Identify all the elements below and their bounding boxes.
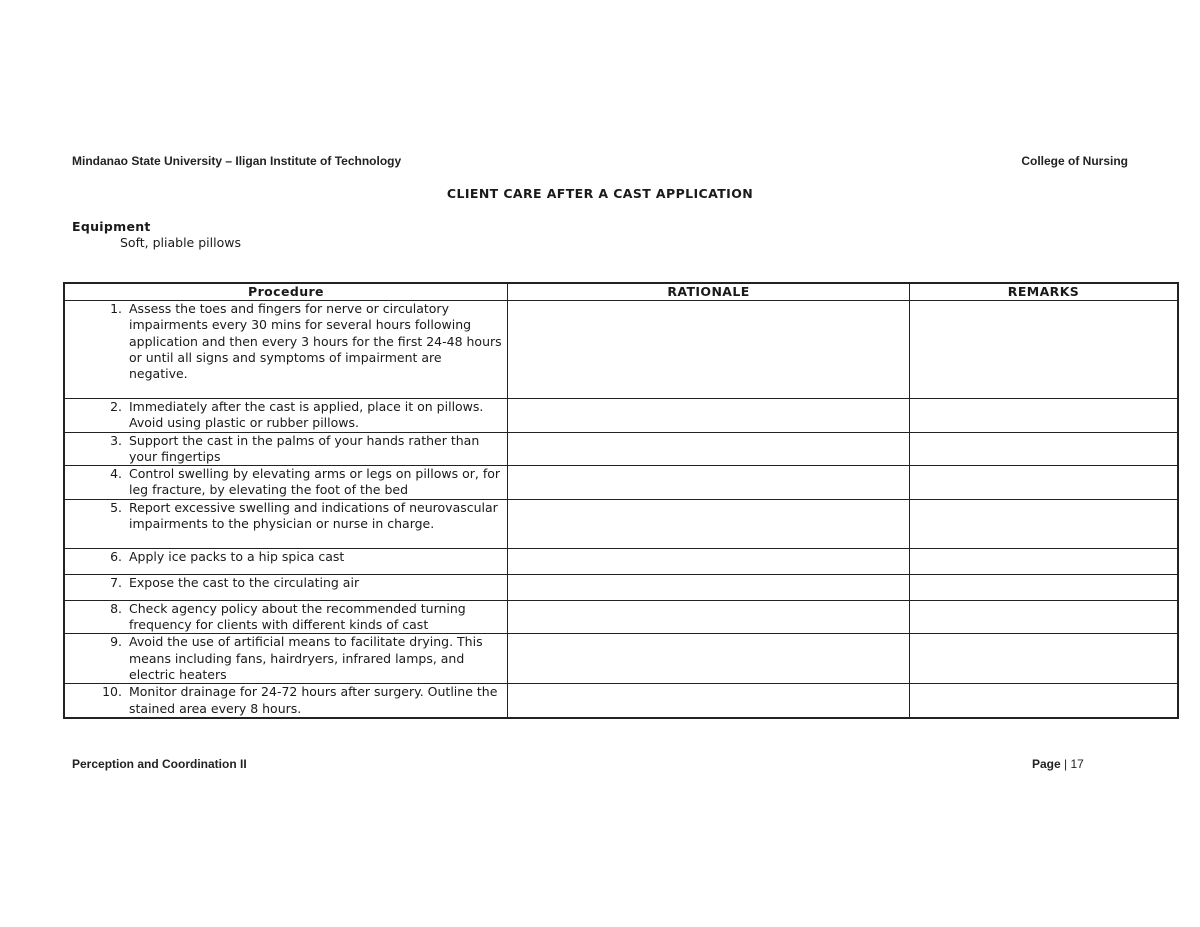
rationale-cell: [508, 466, 910, 500]
procedure-cell: [64, 600, 508, 634]
footer-course: Perception and Coordination II: [72, 757, 247, 771]
procedure-step: [65, 301, 507, 382]
procedure-table: [63, 282, 1179, 719]
procedure-step: [65, 399, 507, 432]
step-number: 2.: [110, 399, 122, 414]
step-number: 7.: [110, 574, 122, 590]
column-header-procedure: Procedure: [64, 283, 508, 301]
step-text: Control swelling by elevating arms or legs on pillows or, for leg fracture, by elevating the foot of the bed: [129, 466, 501, 498]
table-row: [64, 399, 1178, 433]
column-header-rationale: RATIONALE: [508, 283, 910, 301]
procedure-step: [65, 500, 507, 533]
step-number: 10.: [102, 684, 122, 700]
procedure-step: [65, 601, 507, 634]
rationale-cell: [508, 684, 910, 718]
procedure-step: [65, 549, 507, 565]
step-text: Avoid the use of artificial means to facilitate drying. This means including fans, hairdryers, infrared lamps, and electric heaters: [129, 634, 483, 682]
procedure-step: [65, 433, 507, 466]
footer-page: [1032, 757, 1084, 771]
step-text: Expose the cast to the circulating air: [129, 574, 360, 590]
procedure-step: [65, 575, 507, 591]
page-separator: |: [1060, 757, 1071, 771]
step-number: 8.: [110, 600, 122, 616]
step-text: Check agency policy about the recommended turning frequency for clients with different kinds of cast: [129, 600, 466, 633]
step-number: 5.: [110, 499, 122, 515]
table-row: [64, 548, 1178, 574]
table-row: [64, 432, 1178, 466]
step-text: Immediately after the cast is applied, place it on pillows. Avoid using plastic or rubber pillows.: [129, 399, 484, 431]
step-text: Assess the toes and fingers for nerve or circulatory impairments every 30 mins for several hours following application and then every 3 hours for the first 24-48 hours or until all signs and symptoms of impairment are negative.: [129, 301, 502, 382]
procedure-step: [65, 634, 507, 683]
procedure-cell: [64, 548, 508, 574]
procedure-cell: [64, 399, 508, 433]
table-body: [64, 301, 1178, 718]
procedure-cell: [64, 466, 508, 500]
table-row: [64, 301, 1178, 399]
table-header-row: [64, 283, 1178, 301]
procedure-step: [65, 684, 507, 717]
rationale-cell: [508, 548, 910, 574]
rationale-cell: [508, 399, 910, 433]
page-label: Page: [1032, 757, 1061, 771]
column-header-remarks: REMARKS: [910, 283, 1179, 301]
page-number: 17: [1070, 757, 1084, 771]
procedure-cell: [64, 684, 508, 718]
remarks-cell: [910, 548, 1179, 574]
rationale-cell: [508, 634, 910, 684]
step-text: Report excessive swelling and indications of neurovascular impairments to the physician or nurse in charge.: [129, 499, 498, 532]
table-row: [64, 574, 1178, 600]
step-text: Support the cast in the palms of your hands rather than your fingertips: [129, 432, 480, 464]
remarks-cell: [910, 432, 1179, 466]
equipment-heading: Equipment: [72, 219, 151, 234]
equipment-item: Soft, pliable pillows: [120, 235, 241, 250]
step-number: 9.: [110, 634, 122, 650]
step-number: 3.: [110, 432, 122, 448]
header-institution: Mindanao State University – Iligan Institute of Technology: [72, 154, 402, 168]
table-row: [64, 600, 1178, 634]
rationale-cell: [508, 600, 910, 634]
page-title: CLIENT CARE AFTER A CAST APPLICATION: [446, 186, 754, 201]
table-row: [64, 684, 1178, 718]
rationale-cell: [508, 301, 910, 399]
remarks-cell: [910, 466, 1179, 500]
table-row: [64, 634, 1178, 684]
step-number: 4.: [110, 466, 122, 482]
step-text: Monitor drainage for 24-72 hours after surgery. Outline the stained area every 8 hours.: [129, 684, 498, 716]
procedure-cell: [64, 574, 508, 600]
remarks-cell: [910, 301, 1179, 399]
remarks-cell: [910, 574, 1179, 600]
remarks-cell: [910, 499, 1179, 548]
remarks-cell: [910, 634, 1179, 684]
remarks-cell: [910, 684, 1179, 718]
header-college: College of Nursing: [1021, 154, 1128, 168]
procedure-cell: [64, 301, 508, 399]
remarks-cell: [910, 600, 1179, 634]
procedure-cell: [64, 432, 508, 466]
rationale-cell: [508, 499, 910, 548]
table-row: [64, 466, 1178, 500]
procedure-cell: [64, 499, 508, 548]
table-row: [64, 499, 1178, 548]
step-number: 6.: [110, 548, 122, 564]
procedure-step: [65, 466, 507, 499]
remarks-cell: [910, 399, 1179, 433]
rationale-cell: [508, 432, 910, 466]
step-number: 1.: [110, 301, 122, 316]
procedure-cell: [64, 634, 508, 684]
rationale-cell: [508, 574, 910, 600]
step-text: Apply ice packs to a hip spica cast: [129, 548, 345, 564]
